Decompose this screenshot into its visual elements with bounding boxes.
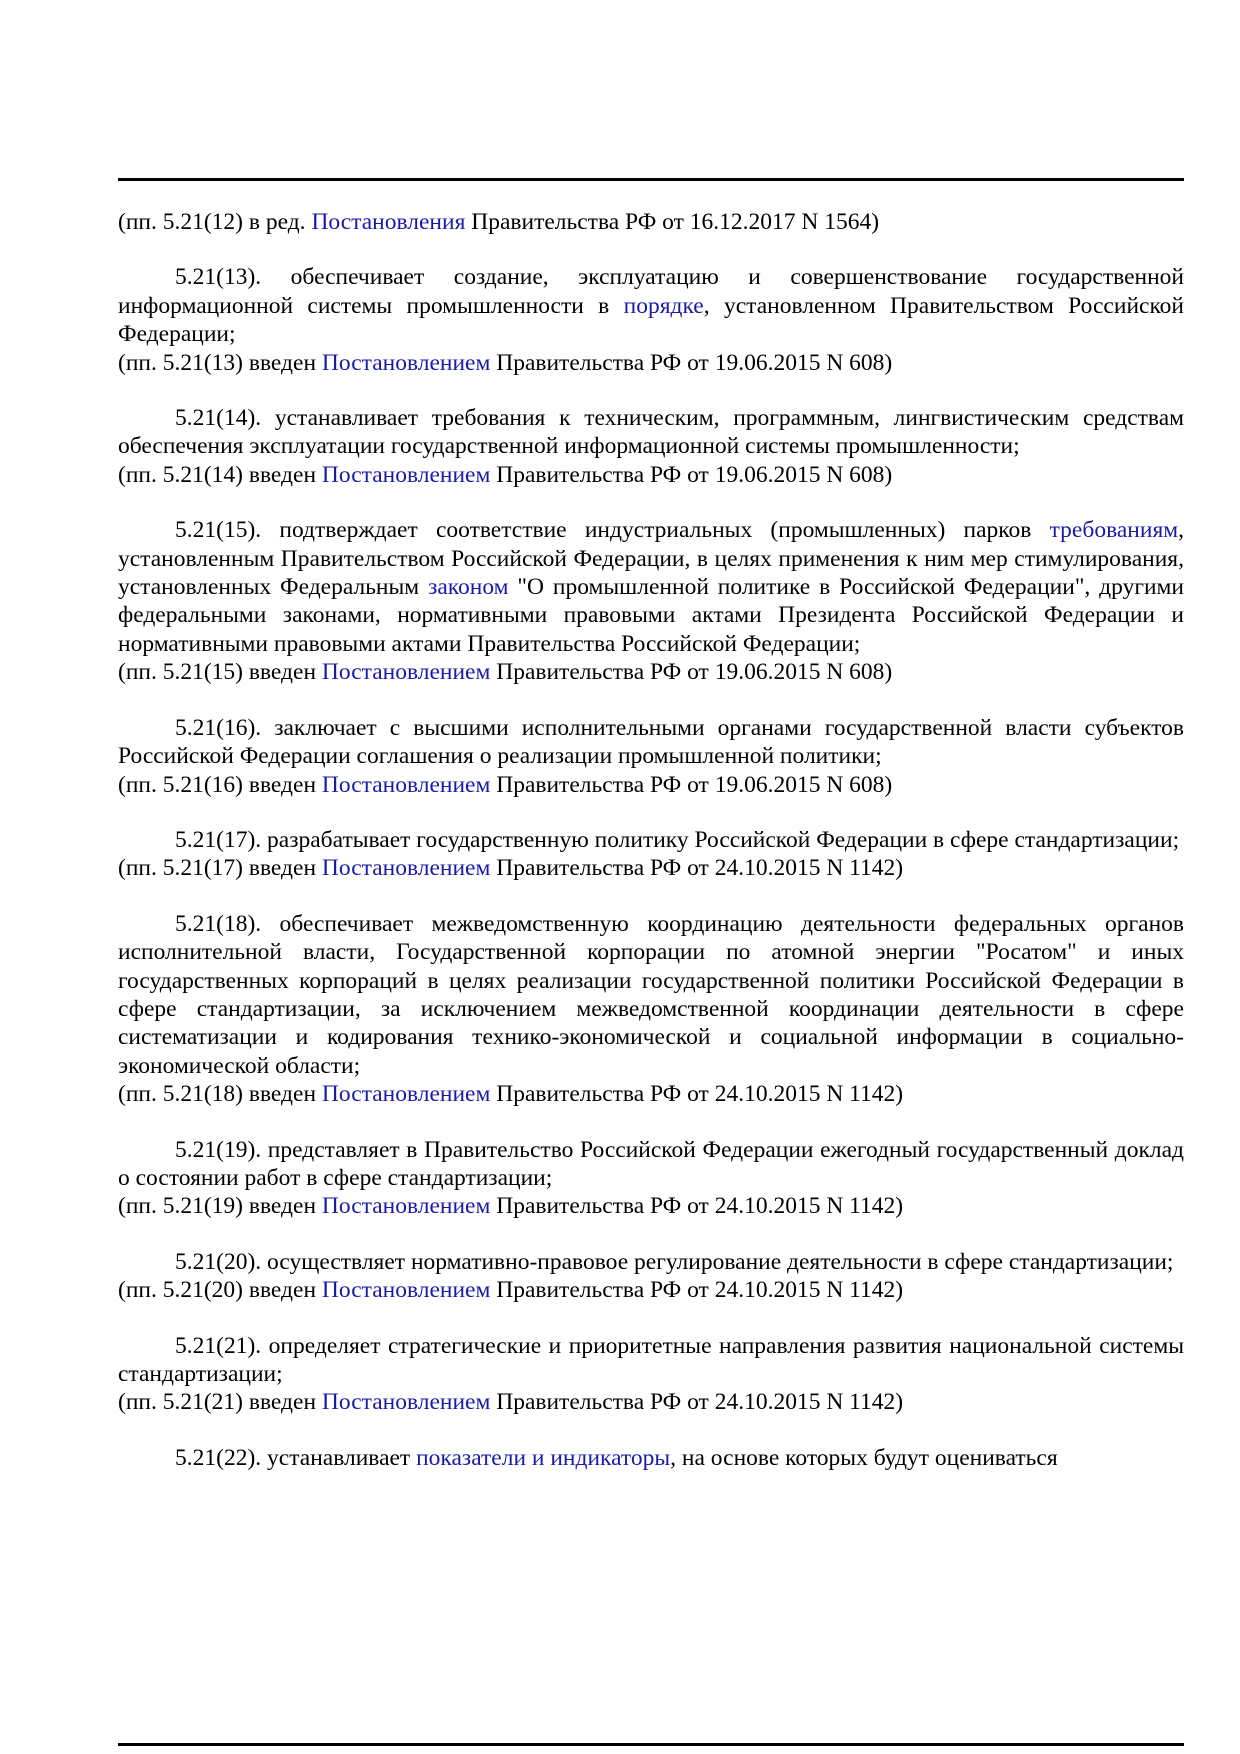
text-run: Правительства РФ от 24.10.2015 N 1142) xyxy=(490,1193,904,1220)
paragraph xyxy=(118,404,1184,461)
text-run: (пп. 5.21(18) введен xyxy=(118,1081,322,1108)
footer-rule xyxy=(118,1743,1184,1746)
text-run: (пп. 5.21(13) введен xyxy=(118,349,322,376)
amendment-note xyxy=(118,1080,1184,1108)
paragraph xyxy=(118,910,1184,1080)
text-run: Правительства РФ от 16.12.2017 N 1564) xyxy=(465,209,880,235)
amendment-note xyxy=(118,771,1184,799)
document-link[interactable]: Постановлением xyxy=(321,659,491,686)
text-run: (пп. 5.21(19) введен xyxy=(118,1193,322,1220)
document-link[interactable]: Постановлением xyxy=(321,1081,491,1108)
document-link[interactable]: Постановлением xyxy=(321,1389,491,1416)
document-link[interactable]: требованиям xyxy=(1049,517,1179,544)
paragraph xyxy=(118,826,1184,854)
document-link[interactable]: порядке xyxy=(623,292,704,319)
text-run: 5.21(17). разрабатывает государственную политику Российской Федерации в сфере стандартизации; xyxy=(175,826,1180,853)
paragraph xyxy=(118,1444,1184,1472)
document-link[interactable]: Постановлением xyxy=(321,1277,491,1304)
text-run: 5.21(20). осуществляет нормативно-правовое регулирование деятельности в сфере стандартизации; xyxy=(175,1248,1174,1275)
document-link[interactable]: Постановлением xyxy=(321,349,491,376)
amendment-note xyxy=(118,461,1184,489)
document-link[interactable]: Постановлением xyxy=(321,1193,491,1220)
amendment-note xyxy=(118,658,1184,686)
text-run: Правительства РФ от 19.06.2015 N 608) xyxy=(490,461,893,488)
paragraph xyxy=(118,1136,1184,1193)
text-run: (пп. 5.21(14) введен xyxy=(118,461,322,488)
document-link[interactable]: Постановлением xyxy=(321,461,491,488)
paragraph xyxy=(118,1332,1184,1389)
amendment-note xyxy=(118,1192,1184,1220)
text-run: Правительства РФ от 24.10.2015 N 1142) xyxy=(490,1081,904,1108)
document-link[interactable]: Постановлением xyxy=(321,855,491,882)
text-run: (пп. 5.21(15) введен xyxy=(118,659,322,686)
text-run: (пп. 5.21(12) в ред. xyxy=(118,209,312,235)
document-link[interactable]: законом xyxy=(428,574,509,601)
text-run: (пп. 5.21(16) введен xyxy=(118,771,322,798)
paragraph xyxy=(118,1248,1184,1276)
text-run: , установленном Правительством Российской Федерации; xyxy=(118,292,1184,348)
text-run: 5.21(21). определяет стратегические и приоритетные направления развития национальной системы стандартизации; xyxy=(118,1332,1184,1387)
text-run: (пп. 5.21(21) введен xyxy=(118,1389,322,1416)
document-link[interactable]: Постановлением xyxy=(321,771,491,798)
text-run: Правительства РФ от 19.06.2015 N 608) xyxy=(490,349,893,376)
amendment-note xyxy=(118,208,1184,236)
text-run: 5.21(18). обеспечивает межведомственную координацию деятельности федеральных органов исполнительной власти, Государственной корпорации по атомной энергии "Росатом" и иных государственных корпораций в целях реализации государственной политики Российской Федерации в сфере стандартизации, за исключением межведомственной координации деятельности в сфере систематизации и кодирования технико-экономической и социальной информации в социально-экономической области; xyxy=(118,910,1184,1079)
paragraph xyxy=(118,714,1184,771)
text-run: Правительства РФ от 19.06.2015 N 608) xyxy=(490,771,893,798)
document-link[interactable]: Постановления xyxy=(311,209,466,235)
text-run: Правительства РФ от 24.10.2015 N 1142) xyxy=(490,1389,904,1416)
text-run: (пп. 5.21(17) введен xyxy=(118,855,322,882)
text-run: "О промышленной политике в Российской Федерации", другими федеральными законами, нормативными правовыми актами Президента Российской Федерации и нормативными правовыми актами Правительства Российской Федерации; xyxy=(118,574,1184,657)
text-run: Правительства РФ от 19.06.2015 N 608) xyxy=(490,659,893,686)
text-run: , на основе которых будут оцениваться xyxy=(670,1444,1058,1471)
amendment-note xyxy=(118,349,1184,377)
text-run: 5.21(14). устанавливает требования к техническим, программным, лингвистическим средствам обеспечения эксплуатации государственной информационной системы промышленности; xyxy=(118,405,1184,460)
text-run: 5.21(16). заключает с высшими исполнительными органами государственной власти субъектов Российской Федерации соглашения о реализации промышленной политики; xyxy=(118,714,1184,770)
amendment-note xyxy=(118,1276,1184,1304)
document-body xyxy=(118,208,1184,1472)
text-run: 5.21(15). подтверждает соответствие индустриальных (промышленных) парков xyxy=(175,517,1050,544)
text-run: Правительства РФ от 24.10.2015 N 1142) xyxy=(490,855,904,882)
paragraph xyxy=(118,263,1184,348)
text-run: (пп. 5.21(20) введен xyxy=(118,1277,322,1304)
text-run: 5.21(13). обеспечивает создание, эксплуатацию и совершенствование государственной информационной системы промышленности в xyxy=(118,264,1184,319)
document-link[interactable]: показатели и индикаторы xyxy=(416,1444,671,1471)
header-rule xyxy=(118,178,1184,181)
text-run: 5.21(22). устанавливает xyxy=(175,1444,417,1471)
amendment-note xyxy=(118,1388,1184,1416)
text-run: Правительства РФ от 24.10.2015 N 1142) xyxy=(490,1277,904,1304)
text-run: , установленным Правительством Российской Федерации, в целях применения к ним мер стимулирования, установленных Федеральным xyxy=(118,517,1184,601)
amendment-note xyxy=(118,854,1184,882)
paragraph xyxy=(118,516,1184,658)
text-run: 5.21(19). представляет в Правительство Российской Федерации ежегодный государственный доклад о состоянии работ в сфере стандартизации; xyxy=(118,1136,1184,1191)
